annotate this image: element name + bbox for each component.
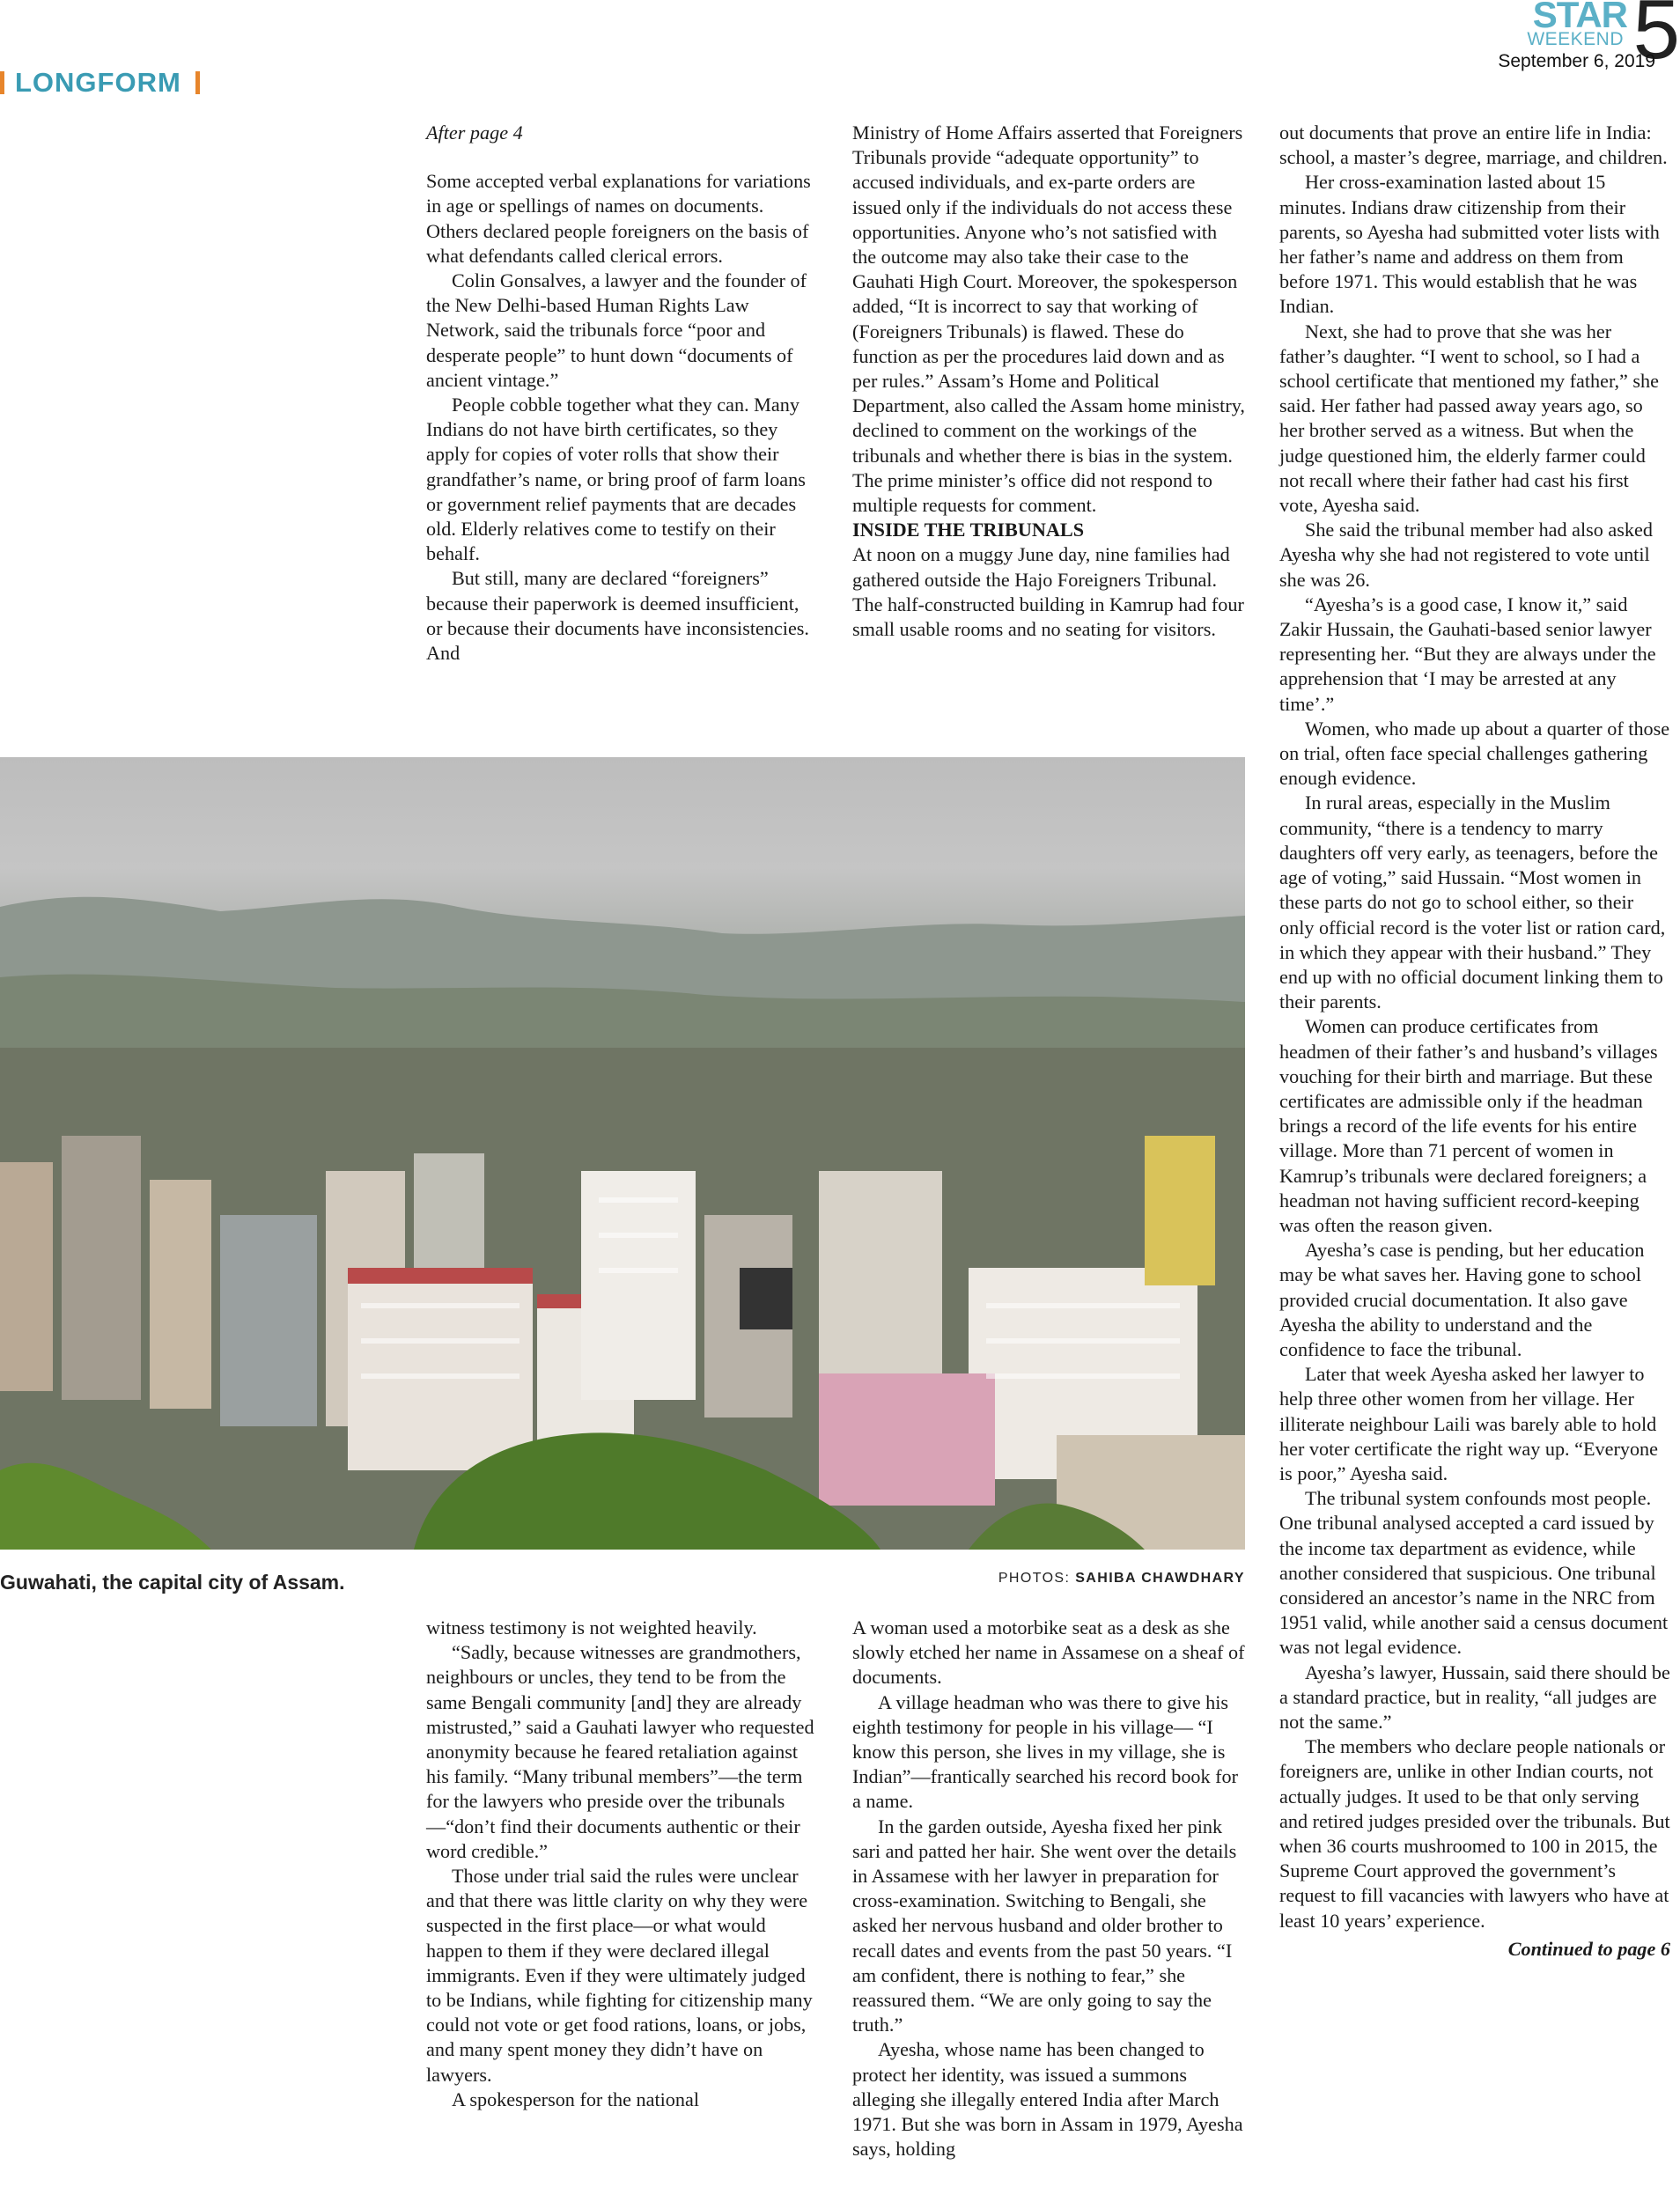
paragraph: Those under trial said the rules were unclear and that there was little clarity on why they were suspected in the first place—or what would happen to them if they were declared illegal immigrants. Even if they were ultimately judged to be Indians, while fighting for citizenship many could not vote or get food rations, loans, or jobs, and many spent money they didn’t have on lawyers. <box>426 1865 813 2086</box>
page-number: 5 <box>1632 0 1680 77</box>
paragraph: Some accepted verbal explanations for variations in age or spellings of names on documents. Others declared people foreigners on the basis of what defendants called clerical errors. <box>426 170 811 267</box>
paragraph: witness testimony is not weighted heavily. <box>426 1616 757 1638</box>
article-column-b-bottom <box>852 1616 1245 2161</box>
photo-credit-prefix: PHOTOS: <box>998 1571 1071 1586</box>
paragraph: In rural areas, especially in the Muslim community, “there is a tendency to marry daughters off very early, as teenagers, before the age of voting,” said Hussain. “Most women in these parts do not go to school either, so their only official record is the voter list or ration card, in which they appear with their husband.” They end up with no official document linking them to their parents. <box>1279 792 1666 1013</box>
section-label <box>0 65 200 100</box>
masthead <box>1469 0 1680 79</box>
continued-link[interactable]: Continued to page 6 <box>1507 1937 1670 1960</box>
article-column-a-top <box>426 121 817 666</box>
brand-logo-weekend: WEEKEND <box>1527 29 1624 49</box>
photo-credit-name: SAHIBA CHAWDHARY <box>1075 1571 1245 1586</box>
paragraph: A village headman who was there to give his eighth testimony for people in his village— “I know this person, she lives in my village, she is Indian”—frantically searched his record book for a name. <box>852 1690 1239 1813</box>
city-skyline-illustration <box>0 757 1245 1550</box>
paragraph: The members who declare people nationals or foreigners are, unlike in other Indian courts, not actually judges. It used to be that only serving and retired judges presided over the tribunals. But when 36 courts mushroomed to 100 in 2015, the Supreme Court approved the government’s request to fill vacancies with lawyers who have at least 10 years’ experience. <box>1279 1735 1670 1932</box>
paragraph: In the garden outside, Ayesha fixed her pink sari and patted her hair. She went over the details in Assamese with her lawyer in preparation for cross-examination. Switching to Bengali, she asked her nervous husband and older brother to recall dates and events from the past 50 years. “I am confident, there is nothing to fear,” she reassured them. “We are only going to say the truth.” <box>852 1815 1237 2036</box>
paragraph: At noon on a muggy June day, nine families had gathered outside the Hajo Foreigners Tribunal. The half-constructed building in Kamrup had four small usable rooms and no seating for visitors. <box>852 543 1244 641</box>
paragraph: Ayesha, whose name has been changed to protect her identity, was issued a summons alleging she illegally entered India after March 1971. But she was born in Assam in 1979, Ayesha says, holding <box>852 2038 1243 2161</box>
kicker: After page 4 <box>426 122 523 144</box>
paragraph: The tribunal system confounds most people. One tribunal analysed accepted a card issued by the income tax department as evidence, while another considered that suspicious. One tribunal considered an ancestor’s name in the NRC from 1951 valid, while another said a census document was not legal evidence. <box>1279 1487 1669 1659</box>
paragraph: “Ayesha’s is a good case, I know it,” said Zakir Hussain, the Gauhati-based senior lawyer representing her. “But they are always under the apprehension that ‘I may be arrested at any time’.” <box>1279 593 1656 715</box>
accent-bar-left <box>0 71 4 94</box>
issue-date: September 6, 2019 <box>1498 51 1655 71</box>
paragraph: Ayesha’s lawyer, Hussain, said there should be a standard practice, but in reality, “all judges are not the same.” <box>1279 1660 1670 1733</box>
paragraph: Later that week Ayesha asked her lawyer to help three other women from her village. Her illiterate neighbour Laili was barely able to hold her voter certificate the right way up. “Everyone is poor,” Ayesha said. <box>1279 1363 1658 1484</box>
photo-credit <box>998 1571 1245 1587</box>
article-column-c <box>1279 121 1670 1962</box>
paragraph: A spokesperson for the national <box>452 2088 699 2110</box>
paragraph: Next, she had to prove that she was her father’s daughter. “I went to school, so I had a school certificate that mentioned my father,” she said. Her father had passed away years ago, so her brother served as a witness. But when the judge questioned him, the elderly farmer could not recall where their father had cast his first vote, Ayesha said. <box>1279 320 1659 517</box>
paragraph: She said the tribunal member had also asked Ayesha why she had not registered to vote until she was 26. <box>1279 519 1653 591</box>
article-column-b-top <box>852 121 1245 642</box>
paragraph: Ministry of Home Affairs asserted that Foreigners Tribunals provide “adequate opportunity” to accused individuals, and ex-parte orders are issued only if the individuals do not access these opportunities. Anyone who’s not satisfied with the outcome may also take their case to the Gauhati High Court. Moreover, the spokesperson added, “It is incorrect to say that working of (Foreigners Tribunals) is flawed. These do function as per the procedures laid down and as per rules.” Assam’s Home and Political Department, also called the Assam home ministry, declined to comment on the workings of the tribunals and whether there is bias in the system. The prime minister’s office did not respond to multiple requests for comment. <box>852 122 1245 517</box>
brand-logo-star: STAR <box>1532 0 1627 35</box>
paragraph: People cobble together what they can. Many Indians do not have birth certificates, so they apply for copies of voter rolls that show their grandfather’s name, or bring proof of farm loans or government relief payments that are decades old. Elderly relatives come to testify on their behalf. <box>426 394 806 565</box>
paragraph: Women, who made up about a quarter of those on trial, often face special challenges gathering enough evidence. <box>1279 717 1670 790</box>
paragraph: “Sadly, because witnesses are grandmothers, neighbours or uncles, they tend to be from the same Bengali community [and] they are already mistrusted,” said a Gauhati lawyer who requested anonymity because he feared retaliation against his family. “Many tribunal members”—the term for the lawyers who preside over the tribunals—“don’t find their documents authentic or their word credible.” <box>426 1641 814 1862</box>
subhead: INSIDE THE TRIBUNALS <box>852 519 1085 541</box>
paragraph: But still, many are declared “foreigners” because their paperwork is deemed insufficient, or because their documents have inconsistencies. And <box>426 567 809 665</box>
paragraph: out documents that prove an entire life in India: school, a master’s degree, marriage, and children. <box>1279 122 1668 169</box>
city-photograph <box>0 757 1245 1550</box>
paragraph: A woman used a motorbike seat as a desk as she slowly etched her name in Assamese on a sheaf of documents. <box>852 1616 1245 1689</box>
accent-bar-right <box>195 71 200 94</box>
section-label-text: LONGFORM <box>15 67 181 98</box>
article-column-a-bottom <box>426 1616 817 2112</box>
paragraph: Colin Gonsalves, a lawyer and the founder of the New Delhi-based Human Rights Law Network, said the tribunals force “poor and desperate people” to hunt down “documents of ancient vintage.” <box>426 269 807 391</box>
photo-caption: Guwahati, the capital city of Assam. <box>0 1571 345 1594</box>
paragraph: Ayesha’s case is pending, but her education may be what saves her. Having gone to school provided crucial documentation. It also gave Ayesha the ability to understand and the confidence to face the tribunal. <box>1279 1239 1645 1360</box>
paragraph: Women can produce certificates from headmen of their father’s and husband’s villages vouching for their birth and marriage. But these certificates are admissible only if the headman brings a record of the life events for his entire village. More than 71 percent of women in Kamrup’s tribunals were declared foreigners; a headman not having sufficient record-keeping was often the reason given. <box>1279 1015 1658 1236</box>
paragraph: Her cross-examination lasted about 15 minutes. Indians draw citizenship from their parents, so Ayesha had submitted voter lists with her father’s name and address on them from before 1971. This would establish that he was Indian. <box>1279 171 1660 318</box>
